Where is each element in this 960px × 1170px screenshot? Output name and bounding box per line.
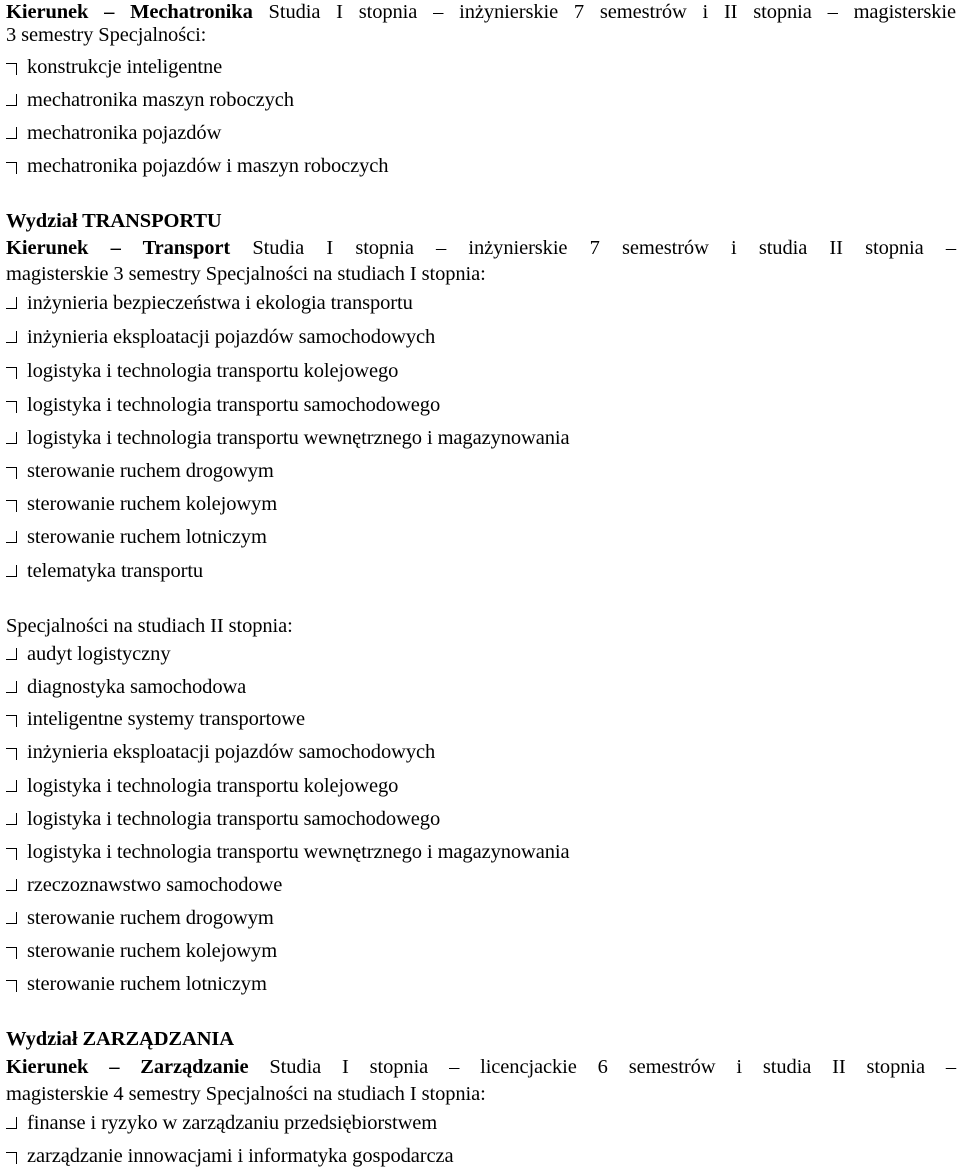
list-marker-icon (6, 947, 17, 959)
list-marker-icon (6, 879, 17, 891)
list-marker-icon (6, 912, 17, 924)
list-item-text: logistyka i technologia transportu wewnętrznego i magazynowania (27, 841, 570, 863)
list-item-text: logistyka i technologia transportu kolejowego (27, 775, 399, 797)
list-marker-icon (6, 715, 17, 727)
list-marker-icon (6, 297, 17, 309)
list-marker-icon (6, 401, 17, 413)
list-marker-icon (6, 367, 17, 379)
transport-program-description: Studia I stopnia – inżynierskie 7 semestrów i studia II stopnia – (230, 237, 956, 259)
mechatronika-specialties-intro: 3 semestry Specjalności: (6, 24, 207, 46)
list-marker-icon (6, 1152, 17, 1164)
list-marker-icon (6, 681, 17, 693)
list-item-text: diagnostyka samochodowa (27, 676, 247, 698)
list-item-text: audyt logistyczny (27, 643, 171, 665)
list-marker-icon (6, 780, 17, 792)
list-item-text: mechatronika pojazdów (27, 122, 222, 144)
list-item-text: telematyka transportu (27, 560, 204, 582)
transport-program-title: Kierunek – Transport (6, 237, 231, 259)
list-marker-icon (6, 432, 17, 444)
list-marker-icon (6, 648, 17, 660)
transport-program-line (6, 236, 956, 260)
list-marker-icon (6, 500, 17, 512)
list-marker-icon (6, 467, 17, 479)
list-item-text: finanse i ryzyko w zarządzaniu przedsiębiorstwem (27, 1112, 438, 1134)
list-marker-icon (6, 848, 17, 860)
list-marker-icon (6, 162, 17, 174)
list-item-text: sterowanie ruchem kolejowym (27, 493, 278, 515)
transport-second-degree-heading: Specjalności na studiach II stopnia: (6, 615, 293, 637)
list-marker-icon (6, 63, 17, 75)
list-item-text: mechatronika pojazdów i maszyn roboczych (27, 155, 389, 177)
list-item-text: sterowanie ruchem kolejowym (27, 940, 278, 962)
zarzadzanie-specialties-intro: magisterskie 4 semestry Specjalności na studiach I stopnia: (6, 1083, 486, 1105)
mechatronika-program-title: Kierunek – Mechatronika (6, 1, 253, 23)
zarzadzanie-program-description: Studia I stopnia – licencjackie 6 semestrów i studia II stopnia – (248, 1056, 956, 1078)
list-marker-icon (6, 748, 17, 760)
list-marker-icon (6, 813, 17, 825)
list-item-text: sterowanie ruchem drogowym (27, 907, 274, 929)
list-item-text: inżynieria bezpieczeństwa i ekologia transportu (27, 292, 413, 314)
list-marker-icon (6, 531, 17, 543)
zarzadzanie-program-line (6, 1055, 956, 1079)
list-item-text: inteligentne systemy transportowe (27, 708, 305, 730)
list-item-text: sterowanie ruchem drogowym (27, 460, 274, 482)
list-marker-icon (6, 1117, 17, 1129)
list-item-text: sterowanie ruchem lotniczym (27, 973, 267, 995)
list-item-text: zarządzanie innowacjami i informatyka gospodarcza (27, 1145, 454, 1167)
list-item-text: logistyka i technologia transportu samochodowego (27, 808, 441, 830)
list-item-text: konstrukcje inteligentne (27, 56, 223, 78)
faculty-heading-transport: Wydział TRANSPORTU (6, 210, 222, 232)
list-marker-icon (6, 565, 17, 577)
list-item-text: rzeczoznawstwo samochodowe (27, 874, 283, 896)
mechatronika-program-line (6, 0, 956, 24)
list-item-text: inżynieria eksploatacji pojazdów samochodowych (27, 741, 436, 763)
list-marker-icon (6, 94, 17, 106)
mechatronika-program-description: Studia I stopnia – inżynierskie 7 semestrów i II stopnia – magisterskie (252, 1, 956, 23)
list-item-text: mechatronika maszyn roboczych (27, 89, 294, 111)
list-item-text: sterowanie ruchem lotniczym (27, 526, 267, 548)
list-item-text: logistyka i technologia transportu wewnętrznego i magazynowania (27, 427, 570, 449)
list-marker-icon (6, 980, 17, 992)
list-item-text: logistyka i technologia transportu kolejowego (27, 360, 399, 382)
zarzadzanie-program-title: Kierunek – Zarządzanie (6, 1056, 249, 1078)
list-item-text: logistyka i technologia transportu samochodowego (27, 394, 441, 416)
list-marker-icon (6, 331, 17, 343)
list-marker-icon (6, 127, 17, 139)
faculty-heading-zarzadzanie: Wydział ZARZĄDZANIA (6, 1028, 234, 1050)
transport-specialties-intro: magisterskie 3 semestry Specjalności na studiach I stopnia: (6, 263, 486, 285)
list-item-text: inżynieria eksploatacji pojazdów samochodowych (27, 326, 436, 348)
